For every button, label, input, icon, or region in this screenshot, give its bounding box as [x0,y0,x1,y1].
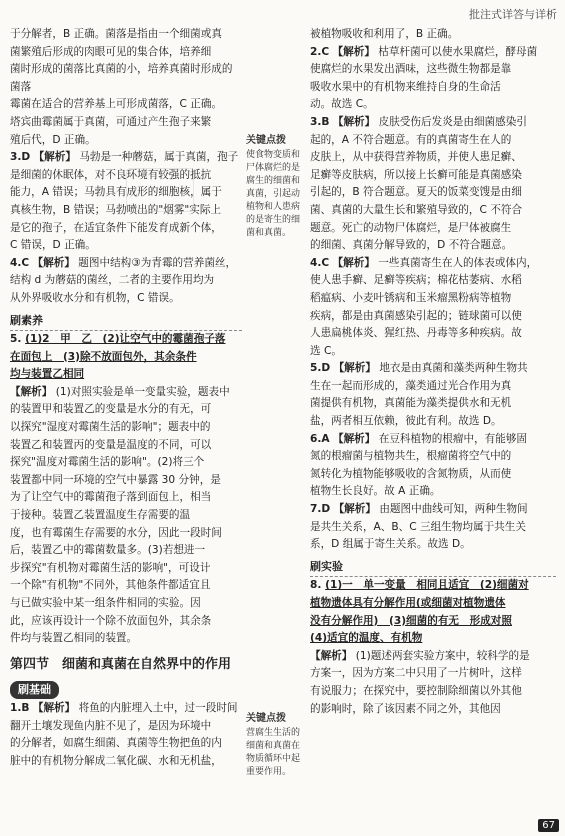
text-line: 生在一起而形成的，藻类通过光合作用为真 [310,379,512,392]
question-4-answer: 4.C [10,256,30,269]
side-note-line: 细菌和真菌在 [246,741,301,751]
side-note-line: 菌和真菌。 [246,228,292,238]
answer-text: 均与装置乙相同 [10,368,85,381]
text-line: 件均与装置乙相同的装置。 [10,632,138,645]
text-line: C 错误，D 正确。 [10,239,96,252]
right-column [310,26,556,718]
text-line: 盐，两者相互依赖，彼此有利。故选 D。 [310,415,502,428]
text-line: 探究"温度对霉菌生活的影响"。(2)将三个 [10,456,205,469]
text-line: 于分解者，B 正确。菌落是指由一个细菌或真 [10,28,222,40]
text-line: 是共生关系，A、B、C 三组生物均属于共生关 [310,520,526,533]
text-line: 马勃是一种蘑菇，属于真菌，孢子 [79,151,239,164]
text-line: 结构 d 为蘑菇的菌丝，二者的主要作用均为 [10,274,215,287]
side-note-line: 真菌，引起动 [246,189,301,199]
text-line: 是它的孢子，在适宜条件下能发育成新个体， [10,221,222,234]
text-line: 疾病，都是由真菌感染引起的；链球菌可以使 [310,309,522,322]
text-line: 枯草杆菌可以使水果腐烂，酵母菌 [378,45,538,58]
text-line: 系，D 组属于寄生关系。故选 D。 [310,538,471,551]
text-line: 能力，A 错误；马勃具有成形的细胞核，属于 [10,186,222,199]
question-7-first-line [310,501,556,519]
text-line: 于接种。装置乙装置温度生存需要的温 [10,509,191,522]
analysis-tag: 【解析】 [333,503,376,516]
text-line: 的影响时，除了该因素不同之外，其他因 [310,702,501,715]
section-heading: 刷实验 [310,558,556,578]
question-6-answer: 6.A [310,432,330,445]
question-3-answer: 3.B [310,115,330,128]
analysis-tag: 【解析】 [332,115,376,128]
section-heading: 刷素养 [10,312,242,332]
answer-text: (1)2 甲 乙 (2)让空气中的霉菌孢子落 [25,333,226,346]
side-note-line: 腐生的细菌和 [246,176,301,186]
text-line: 真核生物，B 错误；马勃喷出的"烟雾"实际上 [10,203,222,216]
text-line: (1)题述两套实验方案中，较科学的是 [355,649,530,662]
section-badge: 刷基础 [10,681,59,699]
answer-text: 没有分解作用) (3)细菌的有无 形成对照 [310,614,512,627]
question-8-number: 8. [310,579,322,592]
text-line: 方案一，因为方案二中只用了一片树叶，这样 [310,667,522,680]
answer-text: 在面包上 (3)除不放面包外，其余条件 [10,350,197,363]
text-line: 一个除"有机物"不同外，其他条件都适宜且 [10,579,211,592]
question-5-first-line [310,360,556,378]
analysis-tag: 【解析】 [333,362,376,375]
side-note-line: 营腐生生活的 [246,728,301,738]
side-note-line: 的是寄生的细 [246,215,301,225]
analysis-tag: 【解析】 [332,45,375,58]
text-line: 脏中的有机物分解成二氧化碳、水和无机盐， [10,754,222,767]
analysis-tag: 【解析】 [32,701,76,714]
question-3-first-line [10,149,242,167]
text-line: 在豆科植物的根瘤中，有能够固 [378,432,528,445]
text-line: 塔宾曲霉菌属于真菌，可通过产生孢子来繁 [10,115,212,128]
text-line: 题图中结构③为青霉的营养菌丝， [78,256,237,269]
text-line: 吸收水果中的有机物来维持自身的生命活 [310,80,501,93]
text-line: 选 C。 [310,344,342,357]
analysis-tag: 【解析】 [33,151,76,164]
question-1-answer: 1.B [10,701,30,714]
text-line: 菌提供有机物，真菌能为藻类提供水和无机 [310,397,512,410]
text-line: 人患扁桃体炎、猩红热、丹毒等多种疾病。故 [310,327,522,340]
text-line: 氮的根瘤菌与植物共生，根瘤菌将空气中的 [310,450,512,463]
question-6-first-line [310,431,556,449]
text-line: 一些真菌寄生在人的体表或体内， [378,256,538,269]
text-line: 霉菌在适合的营养基上可形成菌落，C 正确。 [10,98,223,111]
text-line: 稻瘟病、小麦叶锈病和玉米瘤黑粉病等植物 [310,291,512,304]
text-line: 菌、真菌的大量生长和繁殖导致的，C 不符合 [310,203,523,216]
question-5-answer-line [10,331,242,349]
side-note-title: 关键点拨 [246,135,286,146]
question-5-analysis-first-line [10,384,242,402]
answer-text: (4)适宜的温度、有机物 [310,632,423,645]
text-line: 皮肤受伤后发炎是由细菌感染引 [378,115,527,128]
question-5-answer: 5.D [310,362,331,375]
question-4-answer: 4.C [310,256,330,269]
text-line: 的细菌、真菌分解导致的，D 不符合题意。 [310,239,513,252]
text-line: 皮肤上，从中获得营养物质，并使人患足癣、 [310,151,522,164]
question-4-first-line [310,255,556,273]
text-line: 足癣等皮肤病，所以接上长癣可能是真菌感染 [310,168,522,181]
text-line: 由题图中曲线可知，两种生物间 [379,503,528,516]
page-header-title: 批注式详答与详析 [469,8,557,21]
analysis-tag: 【解析】 [332,256,375,269]
text-line: (1)对照实验是单一变量实验，题表中 [55,385,230,398]
analysis-tag: 【解析】 [332,432,376,445]
text-line: 起的，A 不符合题意。有的真菌寄生在人的 [310,133,512,146]
side-note-line: 尸体腐烂的是 [246,163,301,173]
text-line: 菌时形成的菌落比真菌的小，培养真菌时形成的菌落 [10,63,233,93]
side-note-title: 关键点拨 [246,713,286,724]
analysis-tag: 【解析】 [10,385,53,398]
chapter-title: 第四节 细菌和真菌在自然界中的作用 [10,656,232,672]
text-line: 氮转化为植物能够吸收的含氮物质，从而使 [310,467,512,480]
question-2-first-line [310,44,556,62]
text-line: 的装置甲和装置乙的变量是水分的有无，可 [10,403,212,416]
text-line: 使腐烂的水果发出酒味，这些微生物都是靠 [310,63,512,76]
text-line: 以探究"湿度对霉菌生活的影响"；题表中的 [10,421,211,434]
question-3-first-line [310,114,556,132]
answer-text: (1)一 单一变量 相同且适宜 (2)细菌对 [325,579,529,592]
side-note-line: 物质循环中起 [246,754,301,764]
question-8-analysis-first-line [310,648,556,666]
question-5-number: 5. [10,333,22,346]
text-line: 有说服力；在探究中，要控制除细菌以外其他 [310,684,522,697]
side-note-line: 重要作用。 [246,767,292,777]
text-line: 地衣是由真菌和藻类两种生物共 [379,362,528,375]
text-line: 题意。死亡的动物尸体腐烂，是尸体被腐生 [310,221,512,234]
text-line: 引起的，B 符合题意。夏天的饭菜变馊是由细 [310,186,522,199]
text-line: 殖后代，D 正确。 [10,133,96,146]
text-line: 装置都中同一环境的空气中暴露 30 分钟，是 [10,473,221,486]
text-line: 装置乙和装置丙的变量是温度的不同，可以 [10,438,212,451]
text-line: 步探究"有机物对霉菌生活的影响"，可设计 [10,561,211,574]
text-line: 与已做实验中某一组条件相同的实验。因 [10,597,201,609]
text-line: 从外界吸收水分和有机物，C 错误。 [10,291,180,304]
text-line: 为了让空气中的霉菌孢子落到面包上，相当 [10,491,212,504]
analysis-tag: 【解析】 [310,649,353,662]
question-3-answer: 3.D [10,151,31,164]
text-line: 被植物吸收和利用了，B 正确。 [310,28,459,40]
side-note-key-tip [246,712,308,779]
side-note-line: 植物和人患病 [246,202,301,212]
text-line: 动。故选 C。 [310,98,374,111]
answer-text: 植物遗体具有分解作用(或细菌对植物遗体 [310,597,506,609]
text-line: 植物生长良好。故 A 正确。 [310,485,441,498]
text-line: 度，也有霉菌生存需要的水分，因此一段时间 [10,526,222,539]
text-line: 是细菌的休眠体，对不良环境有较强的抵抗 [10,168,212,181]
text-line: 菌繁殖后形成的肉眼可见的集合体，培养细 [10,45,212,58]
text-line: 的分解者，如腐生细菌、真菌等生物把鱼的内 [10,737,222,750]
text-line: 将鱼的内脏埋入土中，过一段时间 [78,701,238,714]
question-4-first-line [10,255,242,273]
left-column [10,26,242,770]
text-line: 后，装置乙中的霉菌数量多。(3)若想进一 [10,544,206,557]
text-line: 此，应该再设计一个除不放面包外，其余条 [10,614,212,627]
question-2-answer: 2.C [310,45,330,58]
text-line: 使人患手癣、足癣等疾病；棉花枯萎病、水稻 [310,274,522,287]
analysis-tag: 【解析】 [32,256,75,269]
page-number: 67 [538,819,559,832]
side-note-line: 使食物变质和 [246,150,301,160]
text-line: 翻开土壤发现鱼内脏不见了，是因为环境中 [10,719,212,732]
question-8-answer-line [310,577,556,595]
question-7-answer: 7.D [310,503,331,516]
question-1-first-line [10,700,242,718]
faded-stamp-mark [126,168,194,212]
side-note-key-tip [246,134,308,240]
